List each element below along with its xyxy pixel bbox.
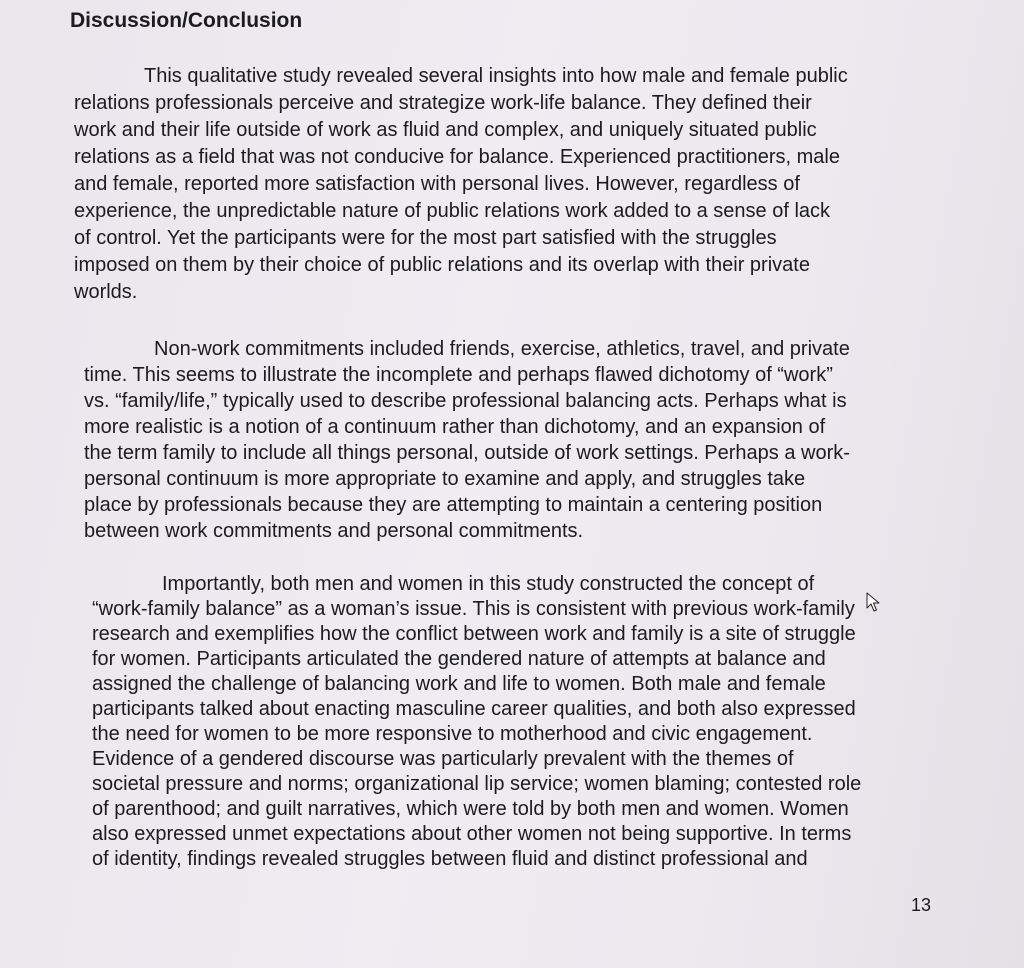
paragraph-line: Non-work commitments included friends, exercise, athletics, travel, and private (154, 338, 850, 360)
paragraph-line: societal pressure and norms; organizational lip service; women blaming; contested role (92, 773, 862, 795)
paragraph-line: imposed on them by their choice of public relations and its overlap with their private (74, 254, 810, 276)
paragraph-line: worlds. (74, 281, 138, 303)
paragraph-line: participants talked about enacting masculine career qualities, and both also expressed (92, 698, 856, 720)
paragraph-line: time. This seems to illustrate the incomplete and perhaps flawed dichotomy of “work” (84, 364, 833, 386)
paragraph-line: more realistic is a notion of a continuum rather than dichotomy, and an expansion of (84, 416, 826, 438)
paragraph-line: personal continuum is more appropriate to examine and apply, and struggles take (84, 468, 806, 490)
paragraph-line: of control. Yet the participants were for the most part satisfied with the struggles (74, 227, 777, 249)
paragraph-line: the term family to include all things personal, outside of work settings. Perhaps a work- (84, 442, 850, 464)
paragraph-line: relations as a field that was not conducive for balance. Experienced practitioners, male (74, 146, 840, 168)
paragraph-line: and female, reported more satisfaction with personal lives. However, regardless of (74, 173, 800, 195)
paragraph-line: of parenthood; and guilt narratives, which were told by both men and women. Women (92, 798, 849, 820)
paragraph-line: Evidence of a gendered discourse was particularly prevalent with the themes of (92, 748, 794, 770)
paragraph-line: vs. “family/life,” typically used to describe professional balancing acts. Perhaps what is (84, 390, 847, 412)
paragraph-line: This qualitative study revealed several insights into how male and female public (144, 65, 848, 87)
paragraph-line: of identity, findings revealed struggles between fluid and distinct professional and (92, 848, 808, 870)
paragraph-2 (84, 336, 850, 544)
paragraph-line: Importantly, both men and women in this study constructed the concept of (162, 573, 815, 595)
paragraph-line: between work commitments and personal commitments. (84, 520, 584, 542)
paragraph-line: research and exemplifies how the conflict between work and family is a site of struggle (92, 623, 856, 645)
page-number: 13 (911, 895, 932, 915)
paragraph-line: “work-family balance” as a woman’s issue. This is consistent with previous work-family (92, 598, 855, 620)
paragraph-3 (92, 572, 861, 872)
paragraph-1 (74, 63, 848, 306)
paragraph-line: also expressed unmet expectations about other women not being supportive. In terms (92, 823, 852, 845)
mouse-pointer-icon (866, 592, 880, 612)
paragraph-line: place by professionals because they are attempting to maintain a centering position (84, 494, 823, 516)
paragraph-line: relations professionals perceive and strategize work-life balance. They defined their (74, 92, 812, 114)
paragraph-line: assigned the challenge of balancing work and life to women. Both male and female (92, 673, 826, 695)
section-heading: Discussion/Conclusion (70, 9, 303, 32)
paragraph-line: the need for women to be more responsive to motherhood and civic engagement. (92, 723, 813, 745)
paragraph-line: experience, the unpredictable nature of public relations work added to a sense of lack (74, 200, 831, 222)
paragraph-line: for women. Participants articulated the gendered nature of attempts at balance and (92, 648, 826, 670)
paragraph-line: work and their life outside of work as fluid and complex, and uniquely situated public (74, 119, 817, 141)
